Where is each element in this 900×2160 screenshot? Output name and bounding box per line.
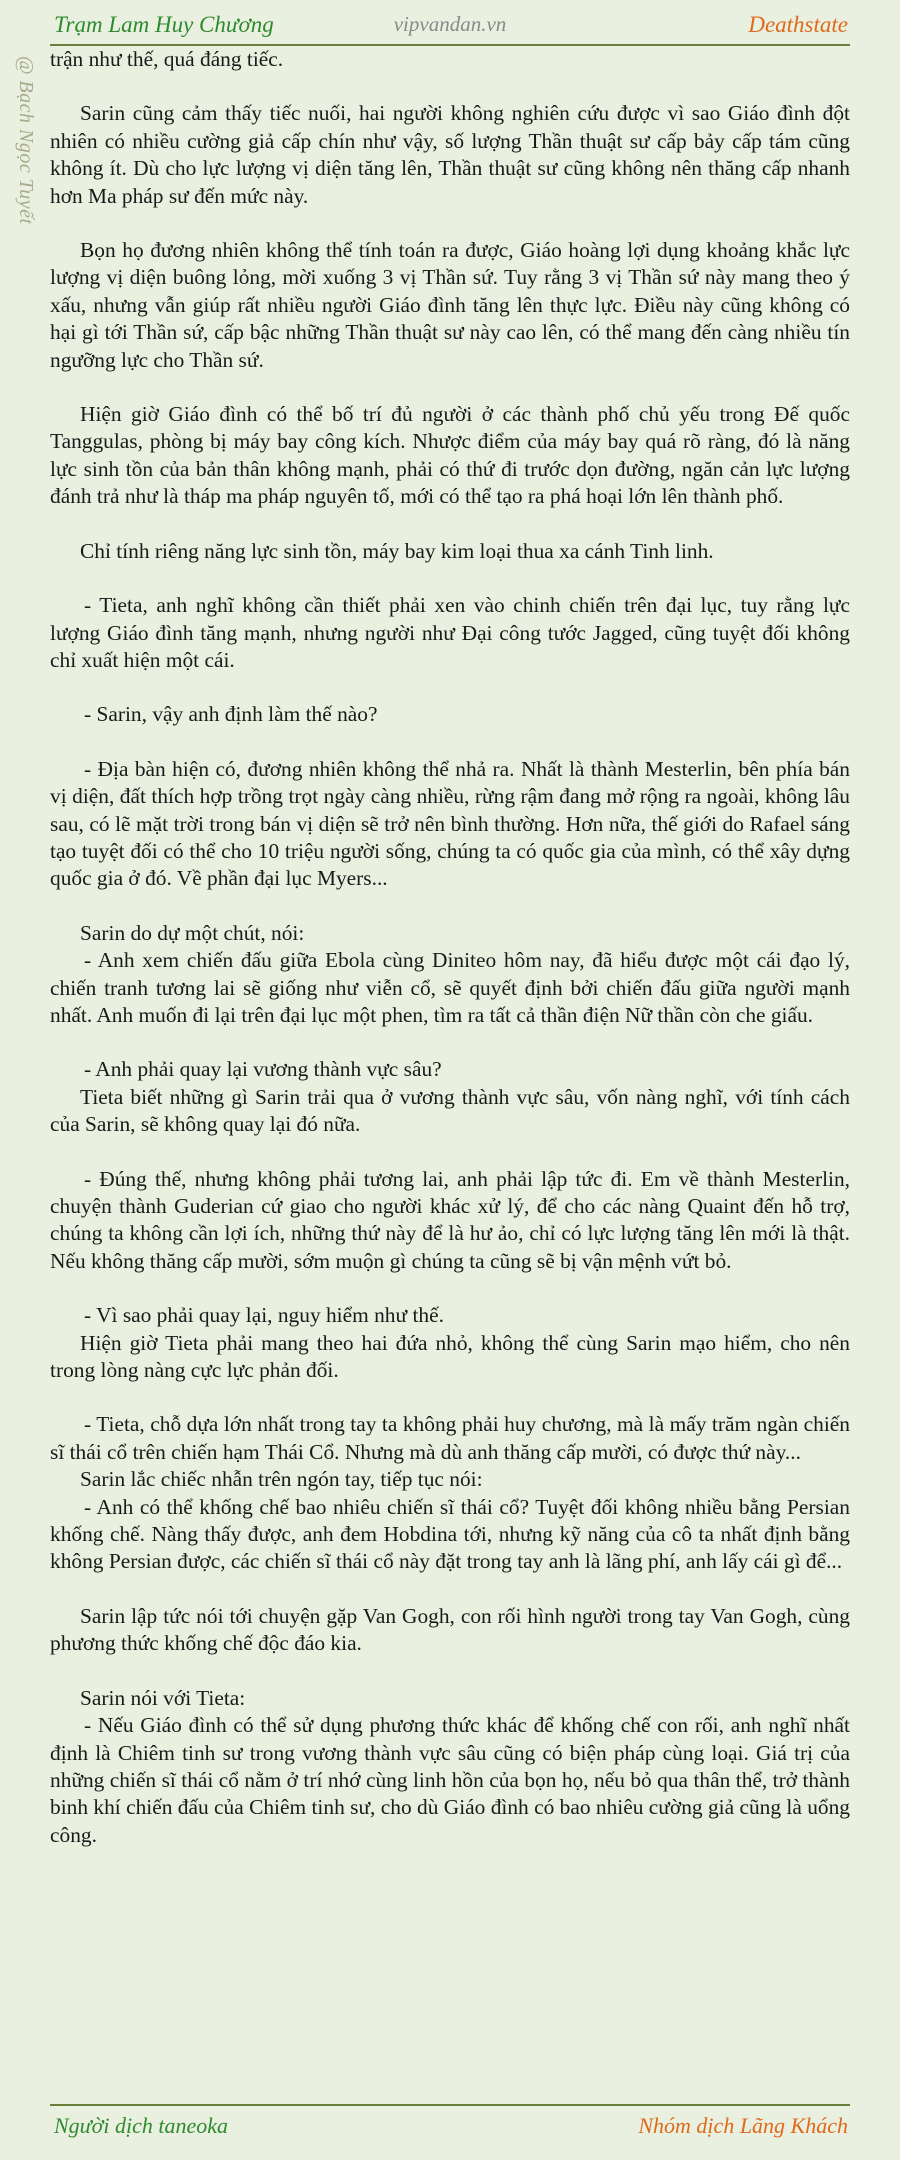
- paragraph-gap: [50, 674, 850, 701]
- paragraph: - Nếu Giáo đình có thể sử dụng phương thức khác để khống chế con rối, anh nghĩ nhất định là Chiêm tinh sư trong vương thành vực sâu cũng có biện pháp cùng loại. Giá trị của những chiến sĩ thái cổ nằm ở trí nhớ cùng linh hồn của bọn họ, nếu bỏ qua thân thể, trở thành binh khí chiến đấu của Chiêm tinh sư, cho dù Giáo đình có bao nhiêu cường giả cũng là uổng công.: [50, 1713, 850, 1847]
- paragraph: Hiện giờ Giáo đình có thể bố trí đủ người ở các thành phố chủ yếu trong Đế quốc Tanggulas, phòng bị máy bay công kích. Nhược điểm của máy bay quá rõ ràng, đó là năng lực sinh tồn của bản thân không mạnh, phải có thứ đi trước dọn đường, ngăn cản lực lượng đánh trả như là tháp ma pháp nguyên tố, mới có thể tạo ra phá hoại lớn lên thành phố.: [50, 402, 850, 509]
- paragraph-gap: [50, 210, 850, 237]
- paragraph-gap: [50, 1658, 850, 1685]
- paragraph-gap: [50, 1576, 850, 1603]
- paragraph-gap: [50, 374, 850, 401]
- translator-credit: Người dịch taneoka: [54, 2113, 229, 2138]
- site-name: Trạm Lam Huy Chương: [54, 12, 274, 37]
- paragraph: trận như thế, quá đáng tiếc.: [50, 47, 284, 71]
- paragraph-gap: [50, 1384, 850, 1411]
- group-credit: Nhóm dịch Lãng Khách: [638, 2113, 848, 2138]
- paragraph: Chỉ tính riêng năng lực sinh tồn, máy bay kim loại thua xa cánh Tinh linh.: [80, 538, 714, 563]
- paragraph: - Tieta, anh nghĩ không cần thiết phải xen vào chinh chiến trên đại lục, tuy rằng lực lượng Giáo đình tăng mạnh, nhưng người như Đại công tước Jagged, cũng tuyệt đối không chỉ xuất hiện một cái.: [50, 593, 850, 672]
- paragraph: - Anh có thể khống chế bao nhiêu chiến sĩ thái cổ? Tuyệt đối không nhiều bằng Persian khống chế. Nàng thấy được, anh đem Hobdina tới, nhưng kỹ năng của cô ta nhất định bằng không Persian được, các chiến sĩ thái cổ này đặt trong tay anh là lãng phí, anh lấy cái gì để...: [50, 1494, 850, 1574]
- side-watermark: @ Bạch Ngọc Tuyết: [15, 56, 37, 225]
- paragraph: - Địa bàn hiện có, đương nhiên không thể nhả ra. Nhất là thành Mesterlin, bên phía bán vị diện, đất thích hợp trồng trọt ngày càng nhiều, rừng rậm đang mở rộng ra ngoài, không lâu sau, có lẽ mặt trời trong bán vị diện sẽ trở nên bình thường. Hơn nữa, thế giới do Rafael sáng tạo tuyệt đối có thể cho 10 triệu người sống, chúng ta có quốc gia của mình, có thể xây dựng quốc gia ở đó. Về phần đại lục Myers...: [50, 756, 850, 891]
- paragraph: Hiện giờ Tieta phải mang theo hai đứa nhỏ, không thể cùng Sarin mạo hiểm, cho nên trong lòng nàng cực lực phản đối.: [50, 1330, 850, 1383]
- paragraph-gap: [50, 1275, 850, 1302]
- paragraph: - Đúng thế, nhưng không phải tương lai, anh phải lập tức đi. Em về thành Mesterlin, chuyện thành Guderian cứ giao cho người khác xử lý, để cho các nàng Quaint đến hỗ trợ, chúng ta không cần lợi ích, những thứ này để là hư ảo, chỉ có lực lượng tăng lên mới là thật. Nếu không thăng cấp mười, sớm muộn gì chúng ta cũng sẽ bị vận mệnh vứt bỏ.: [50, 1166, 850, 1273]
- paragraph-gap: [50, 1139, 850, 1166]
- paragraph: Sarin lắc chiếc nhẫn trên ngón tay, tiếp tục nói:: [80, 1467, 483, 1492]
- paragraph: - Anh phải quay lại vương thành vực sâu?: [84, 1057, 442, 1082]
- page-header: [50, 8, 850, 46]
- paragraph-gap: [50, 729, 850, 756]
- paragraph: Sarin cũng cảm thấy tiếc nuối, hai người không nghiên cứu được vì sao Giáo đình đột nhiên có nhiều cường giả cấp chín như vậy, số lượng Thần thuật sư cấp bảy cấp tám cũng không ít. Dù cho lực lượng vị diện tăng lên, Thần thuật sư cũng không nên thăng cấp nhanh hơn Ma pháp sư đến mức này.: [50, 101, 850, 208]
- paragraph-gap: [50, 73, 850, 100]
- paragraph: Bọn họ đương nhiên không thể tính toán ra được, Giáo hoàng lợi dụng khoảng khắc lực lượng vị diện buông lỏng, mời xuống 3 vị Thần sứ. Tuy rằng 3 vị Thần sứ này mang theo ý xấu, nhưng vẫn giúp rất nhiều người Giáo đình tăng lên thực lực. Điều này cũng không có hại gì tới Thần sứ, cấp bậc những Thần thuật sư này cao lên, có thể mang đến càng nhiều tín ngưỡng lực cho Thần sứ.: [50, 238, 850, 372]
- paragraph: - Sarin, vậy anh định làm thế nào?: [84, 702, 378, 727]
- page-footer: [50, 2104, 850, 2142]
- paragraph: - Anh xem chiến đấu giữa Ebola cùng Diniteo hôm nay, đã hiểu được một cái đạo lý, chiến tranh tương lai sẽ giống như viễn cổ, sẽ quyết định bởi chiến đấu giữa người mạnh nhất. Anh muốn đi lại trên đại lục một phen, tìm ra tất cả thần điện Nữ thần còn che giấu.: [50, 948, 850, 1027]
- paragraph: - Tieta, chỗ dựa lớn nhất trong tay ta không phải huy chương, mà là mấy trăm ngàn chiến sĩ thái cổ trên chiến hạm Thái Cổ. Nhưng mà dù anh thăng cấp mười, có được thứ này...: [50, 1412, 850, 1464]
- body-text: [50, 46, 850, 1849]
- paragraph: - Vì sao phải quay lại, nguy hiểm như thế.: [84, 1303, 444, 1328]
- paragraph: Sarin nói với Tieta:: [80, 1685, 246, 1710]
- paragraph: Sarin do dự một chút, nói:: [80, 920, 305, 945]
- site-url: vipvandan.vn: [393, 12, 507, 36]
- book-title: Deathstate: [748, 12, 848, 37]
- paragraph: Sarin lập tức nói tới chuyện gặp Van Gogh, con rối hình người trong tay Van Gogh, cùng phương thức khống chế độc đáo kia.: [50, 1603, 850, 1656]
- paragraph-gap: [50, 511, 850, 538]
- paragraph: Tieta biết những gì Sarin trải qua ở vương thành vực sâu, vốn nàng nghĩ, với tính cách của Sarin, sẽ không quay lại đó nữa.: [50, 1084, 850, 1137]
- paragraph-gap: [50, 1029, 850, 1056]
- paragraph-gap: [50, 893, 850, 920]
- paragraph-gap: [50, 565, 850, 592]
